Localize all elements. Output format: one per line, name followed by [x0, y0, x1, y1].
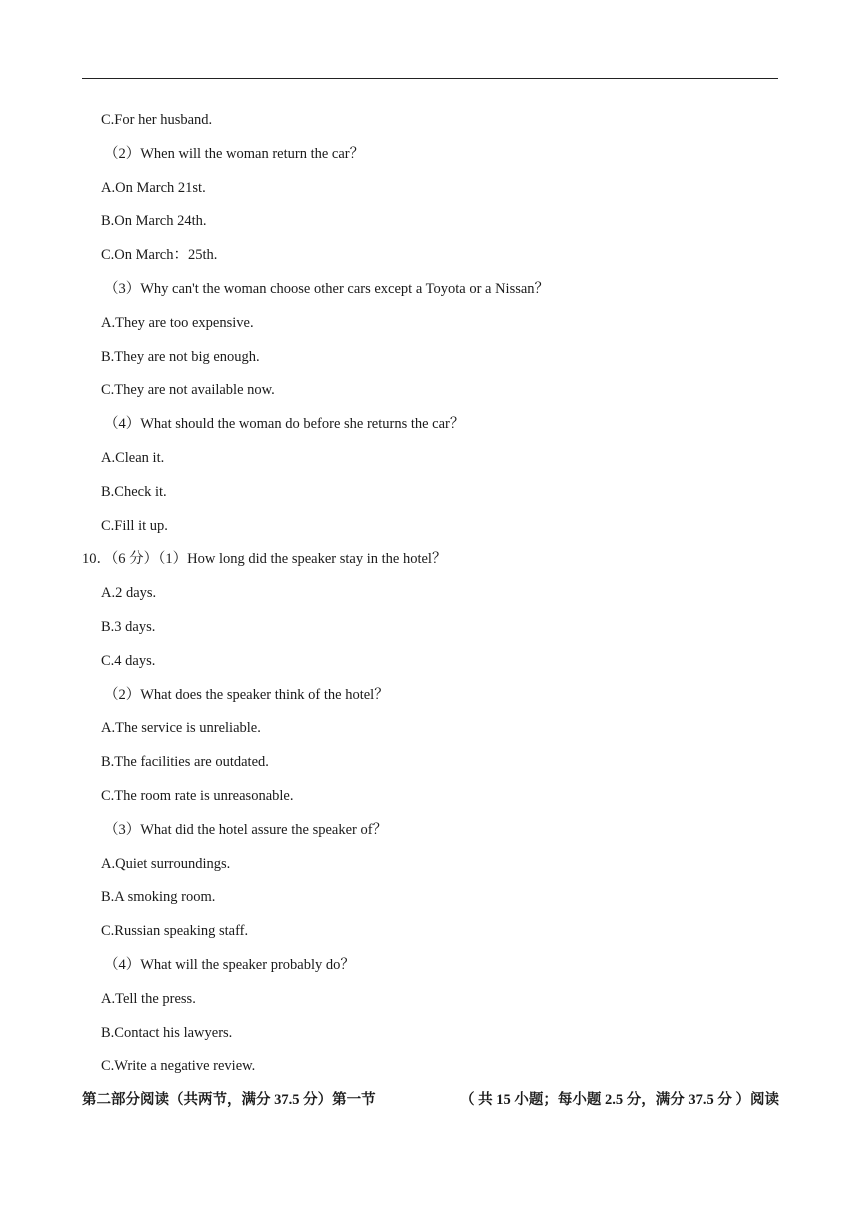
header-rule [82, 78, 778, 79]
option-text: C.Write a negative review. [101, 1058, 256, 1074]
option-text: C.The room rate is unreasonable. [101, 788, 294, 804]
option-text: B.A smoking room. [101, 889, 216, 905]
option-text: A.2 days. [101, 585, 157, 601]
sub-question: （2）When will the woman return the car？ [104, 146, 365, 162]
option-text: A.On March 21st. [101, 180, 206, 196]
sub-question: （4）What should the woman do before she returns the car？ [104, 416, 465, 432]
part-two-title: 第二部分阅读（共两节，满分 37.5 分）第一节 [82, 1092, 376, 1108]
sub-question: （2）What does the speaker think of the hotel？ [104, 687, 389, 703]
option-text: B.The facilities are outdated. [101, 754, 269, 770]
sub-question: （3）What did the hotel assure the speaker of？ [104, 822, 388, 838]
option-text: B.Contact his lawyers. [101, 1025, 233, 1041]
option-text: A.Clean it. [101, 450, 165, 466]
option-text: B.Check it. [101, 484, 167, 500]
option-text: C.For her husband. [101, 112, 213, 128]
option-text: B.On March 24th. [101, 213, 207, 229]
option-text: C.They are not available now. [101, 382, 275, 398]
option-text: C.Fill it up. [101, 518, 168, 534]
sub-question: （3）Why can't the woman choose other cars except a Toyota or a Nissan？ [104, 281, 550, 297]
option-text: C.4 days. [101, 653, 156, 669]
option-text: A.They are too expensive. [101, 315, 254, 331]
option-text: A.Tell the press. [101, 991, 196, 1007]
question-10-heading: 10．（6 分）（1）How long did the speaker stay in the hotel？ [82, 551, 447, 567]
option-text: C.On March：25th. [101, 247, 218, 263]
option-text: B.3 days. [101, 619, 156, 635]
part-two-instructions: （ 共 15 小题；每小题 2.5 分，满分 37.5 分 ）阅读 [460, 1092, 779, 1108]
option-text: B.They are not big enough. [101, 349, 260, 365]
option-text: A.Quiet surroundings. [101, 856, 231, 872]
option-text: C.Russian speaking staff. [101, 923, 249, 939]
option-text: A.The service is unreliable. [101, 720, 261, 736]
sub-question: （4）What will the speaker probably do？ [104, 957, 355, 973]
part-two-heading [82, 1091, 779, 1109]
